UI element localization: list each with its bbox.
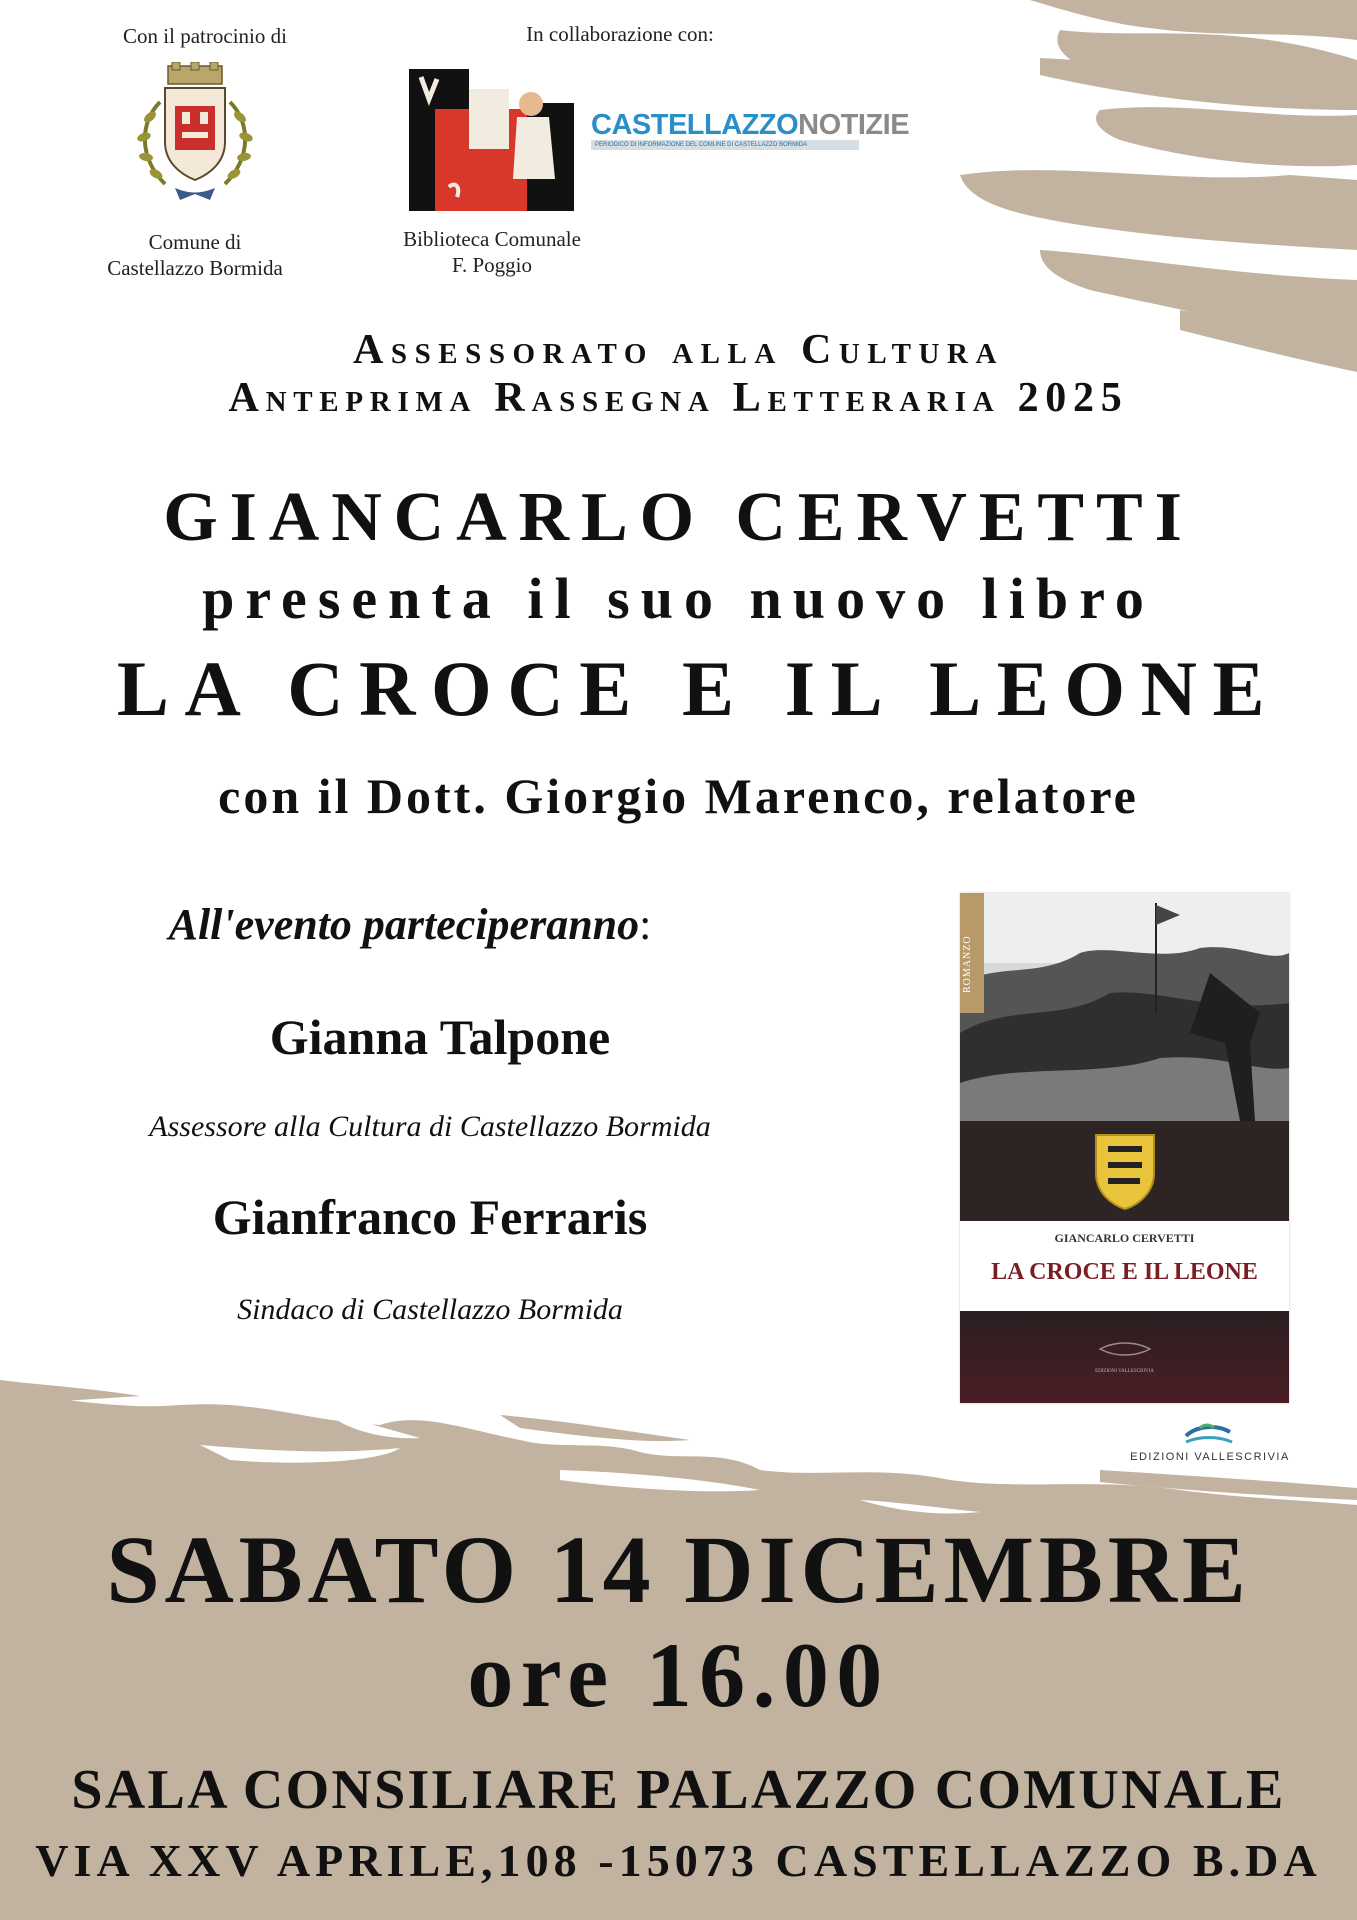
participant-role-2: Sindaco di Castellazzo Bormida <box>237 1293 623 1326</box>
participant-name-2: Gianfranco Ferraris <box>212 1189 648 1245</box>
news-logo-part2: NOTIZIE <box>798 109 910 141</box>
participants-heading <box>100 898 720 952</box>
patronage-label: Con il patrocinio di <box>123 24 287 48</box>
participants-heading-colon: : <box>639 900 652 949</box>
author-name: GIANCARLO CERVETTI <box>163 479 1194 556</box>
cover-bottom-band <box>960 1311 1289 1403</box>
participant-role-1: Assessore alla Cultura di Castellazzo Bormida <box>149 1110 711 1143</box>
header-line2: Anteprima Rassegna Letteraria 2025 <box>228 375 1129 421</box>
library-line1: Biblioteca Comunale <box>403 227 581 251</box>
book-cover-illustration <box>960 893 1289 1221</box>
cover-publisher-icon <box>960 1311 1289 1403</box>
presents-line: presenta il suo nuovo libro <box>202 566 1155 631</box>
library-name <box>372 226 612 278</box>
book-title: LA CROCE E IL LEONE <box>116 645 1281 732</box>
coat-of-arms-icon <box>120 62 270 204</box>
publisher-logo-text: EDIZIONI VALLESCRIVIA <box>1130 1451 1290 1463</box>
event-address: VIA XXV APRILE,108 -15073 CASTELLAZZO B.DA <box>35 1835 1322 1886</box>
participant-name-1: Gianna Talpone <box>269 1009 611 1065</box>
event-date: SABATO 14 DICEMBRE <box>106 1516 1251 1623</box>
cover-author: GIANCARLO CERVETTI <box>1054 1231 1195 1245</box>
news-logo <box>591 109 910 150</box>
event-time: ore 16.00 <box>467 1624 890 1726</box>
patronage-entity <box>80 229 310 281</box>
participants-heading-text: All'evento parteciperanno <box>168 900 640 949</box>
cover-title: LA CROCE E IL LEONE <box>991 1259 1258 1285</box>
header-line1: Assessorato alla Cultura <box>353 327 1004 373</box>
news-logo-part1: CASTELLAZZO <box>591 109 799 141</box>
patronage-entity-line2: Castellazzo Bormida <box>107 256 283 280</box>
patronage-entity-line1: Comune di <box>148 230 242 254</box>
library-line2: F. Poggio <box>451 253 532 277</box>
book-cover <box>960 893 1289 1403</box>
cover-publisher-small: EDIZIONI VALLESCRIVIA <box>1095 1369 1154 1374</box>
publisher-logo-icon <box>1182 1418 1236 1448</box>
library-logo-icon <box>409 69 574 211</box>
speaker-line: con il Dott. Giorgio Marenco, relatore <box>218 768 1139 824</box>
news-logo-tagline: PERIODICO DI INFORMAZIONE DEL COMUNE DI CASTELLAZZO BORMIDA <box>591 140 859 150</box>
cover-spine-label: ROMANZO <box>962 935 973 993</box>
collaboration-label: In collaborazione con: <box>526 22 714 46</box>
event-venue: SALA CONSILIARE PALAZZO COMUNALE <box>71 1759 1286 1821</box>
